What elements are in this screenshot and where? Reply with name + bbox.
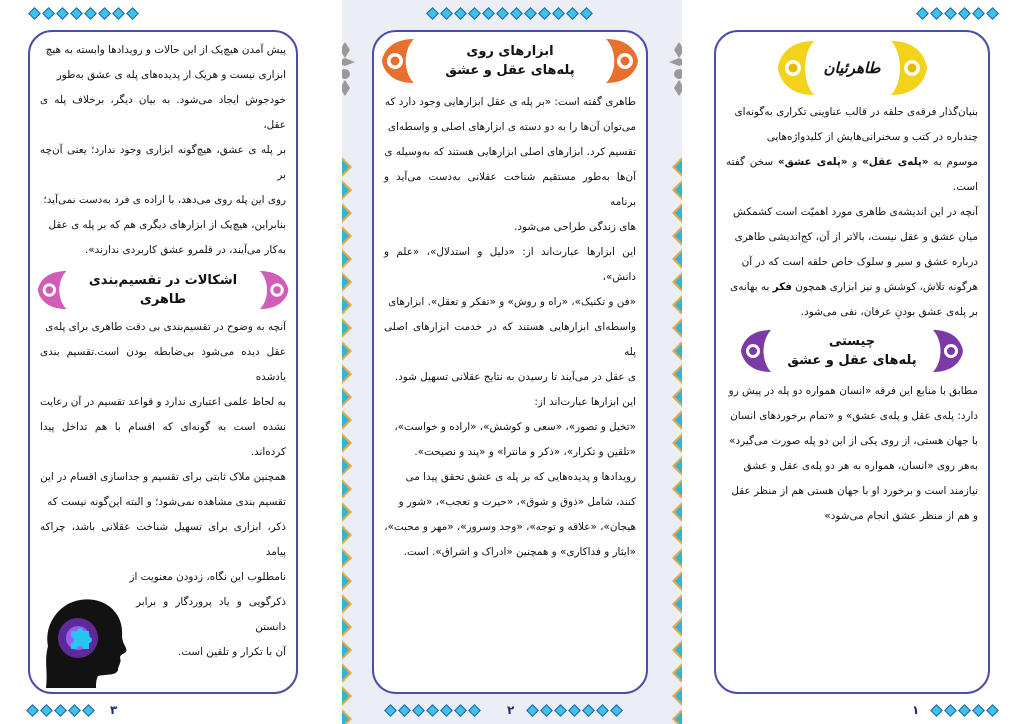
orange-ornament-icon bbox=[380, 36, 416, 86]
heading-line: پله‌های عقل و عشق bbox=[445, 63, 575, 78]
left-gem-strip bbox=[342, 160, 351, 724]
text-line: کنند، شامل «ذوق و شوق»، «حیرت و تعجب»، «شور و bbox=[398, 496, 636, 508]
text-line: واسطه‌ای ابزارهایی هستند که در خدمت ابزارهای اصلی پله bbox=[384, 321, 636, 358]
decor-gem bbox=[342, 617, 352, 637]
text-span: و bbox=[847, 156, 863, 168]
text-span: سخن گفته است. bbox=[726, 156, 978, 193]
decor-dot bbox=[580, 7, 593, 20]
text-line: های زندگی طراحی می‌شود. bbox=[514, 221, 636, 233]
text-line: به لحاظ علمی اعتباری ندارد و قواعد تقسیم در آن رعایت bbox=[39, 396, 286, 408]
top-dot-border bbox=[918, 9, 997, 18]
text-line: بر پله‌ی عشق بودنِ عرفان، نفی می‌شود. bbox=[800, 306, 978, 318]
decor-dot bbox=[496, 7, 509, 20]
brand-logo: طاهرئیان bbox=[823, 59, 881, 77]
decor-gem bbox=[342, 433, 352, 453]
page-two-panel bbox=[342, 0, 682, 724]
text-line: بنیان‌گذار فرقه‌ی حلقه در قالب عناوینی تکراری به‌گونه‌ای bbox=[734, 106, 978, 118]
text-span: به بهانه‌ی bbox=[730, 281, 773, 293]
decor-dot bbox=[510, 7, 523, 20]
text-line: طاهری گفته است: «بر پله ی عقل ابزارهایی وجود دارد که bbox=[384, 96, 636, 108]
purple-ornament-icon bbox=[739, 327, 773, 375]
decor-gem bbox=[672, 318, 682, 338]
decor-dot bbox=[566, 7, 579, 20]
decor-dot bbox=[112, 7, 125, 20]
section-heading: اشکالات در تقسیم‌بندی طاهری bbox=[88, 273, 238, 307]
decor-dot bbox=[958, 704, 971, 717]
text-line: آن با تکرار و تلقین است. bbox=[177, 646, 286, 658]
decor-dot bbox=[986, 7, 999, 20]
snowflake-ornament-icon bbox=[342, 40, 360, 106]
decor-gem bbox=[672, 295, 682, 315]
decor-dot bbox=[538, 7, 551, 20]
decor-dot bbox=[972, 704, 985, 717]
decor-dot bbox=[524, 7, 537, 20]
decor-gem bbox=[672, 249, 682, 269]
decor-dot bbox=[540, 704, 553, 717]
decor-dot bbox=[468, 7, 481, 20]
text-line: نامطلوب این نگاه، زدودن معنویت از bbox=[129, 571, 286, 583]
decor-dot bbox=[596, 704, 609, 717]
decor-gem bbox=[672, 640, 682, 660]
text-line: رویدادها و پدیده‌هایی که بر پله ی عشق تحقق پیدا می bbox=[405, 471, 636, 483]
decor-dot bbox=[84, 7, 97, 20]
decor-dot bbox=[398, 704, 411, 717]
text-line: پیش آمدن هیچ‌یک از این حالات و رویدادها وابسته به هیچ bbox=[45, 44, 286, 56]
bottom-dot-border bbox=[528, 706, 621, 715]
yellow-ornament-icon bbox=[776, 38, 816, 98]
decor-gem bbox=[672, 226, 682, 246]
decor-dot bbox=[582, 704, 595, 717]
page-one-intro bbox=[716, 98, 988, 325]
page-number: ۳ bbox=[110, 703, 118, 717]
decor-dot bbox=[930, 704, 943, 717]
decor-gem bbox=[342, 226, 352, 246]
text-span: موسوم به bbox=[928, 156, 979, 168]
bold-term: «پله‌ی عشق» bbox=[777, 156, 848, 168]
decor-dot bbox=[440, 7, 453, 20]
head-puzzle-illustration bbox=[34, 586, 130, 688]
decor-gem bbox=[342, 318, 352, 338]
bottom-dot-border bbox=[28, 706, 93, 715]
decor-gem bbox=[342, 387, 352, 407]
decor-gem bbox=[342, 686, 352, 706]
decor-gem bbox=[672, 686, 682, 706]
decor-gem bbox=[342, 663, 352, 683]
text-line: تقسیم کرد. ابزارهای اصلی ابزارهایی هستند که به‌وسیله ی bbox=[384, 146, 636, 158]
page-number: ۱ bbox=[912, 703, 920, 717]
decor-gem bbox=[342, 410, 352, 430]
page-three-frame bbox=[28, 30, 298, 694]
decor-dot bbox=[958, 7, 971, 20]
bold-term: فکر bbox=[772, 281, 792, 293]
text-line: «ایثار و فداکاری» و همچنین «ادراک و اشراق». است. bbox=[403, 546, 636, 558]
decor-dot bbox=[930, 7, 943, 20]
decor-dot bbox=[426, 7, 439, 20]
decor-gem bbox=[672, 456, 682, 476]
decor-gem bbox=[672, 364, 682, 384]
decor-gem bbox=[342, 157, 352, 177]
decor-dot bbox=[916, 7, 929, 20]
decor-gem bbox=[342, 525, 352, 545]
decor-gem bbox=[672, 433, 682, 453]
decor-gem bbox=[672, 525, 682, 545]
decor-dot bbox=[440, 704, 453, 717]
text-line: «فن و تکنیک»، «راه و روش» و «تفکر و تعقل». ابزارهای bbox=[388, 296, 636, 308]
decor-dot bbox=[70, 7, 83, 20]
decor-gem bbox=[672, 341, 682, 361]
decor-gem bbox=[342, 571, 352, 591]
decor-dot bbox=[56, 7, 69, 20]
decor-dot bbox=[126, 7, 139, 20]
text-line: این ابزارها عبارت‌اند از: bbox=[534, 396, 636, 408]
text-line: همچنین ملاک ثابتی برای تقسیم و جداسازی اقسام در این bbox=[40, 471, 286, 483]
decor-gem bbox=[672, 180, 682, 200]
decor-dot bbox=[554, 704, 567, 717]
page-two-heading bbox=[374, 36, 646, 86]
decor-gem bbox=[342, 709, 352, 724]
decor-gem bbox=[672, 617, 682, 637]
decor-gem bbox=[672, 709, 682, 724]
right-gem-strip bbox=[673, 160, 682, 724]
text-line: نشده است به گونه‌ای که اقسام با هم تداخل پیدا کرده‌اند. bbox=[40, 421, 286, 458]
text-line: می‌توان آن‌ها را به دو دسته ی ابزارهای اصلی و واسطه‌ای bbox=[387, 121, 636, 133]
page-one-body bbox=[716, 377, 988, 529]
text-line: «تخیل و تصور»، «سعی و کوشش»، «اراده و خواست»، bbox=[394, 421, 636, 433]
decor-dot bbox=[552, 7, 565, 20]
top-dot-border bbox=[428, 9, 591, 18]
text-line: دارد: پله‌ی عقل و پله‌ی عشق» و «تمام برخوردهای انسان bbox=[730, 410, 978, 422]
text-line: روی این پله روی می‌دهد، با اراده ی فرد به‌دست نمی‌آید؛ bbox=[43, 194, 286, 206]
yellow-ornament-icon bbox=[889, 38, 929, 98]
text-line: چندباره در کتب و سخنرانی‌هایش از کلیدواژه‌هایی bbox=[766, 131, 978, 143]
decor-dot bbox=[54, 704, 67, 717]
decor-dot bbox=[98, 7, 111, 20]
decor-gem bbox=[672, 387, 682, 407]
decor-gem bbox=[342, 272, 352, 292]
text-line: آنچه در این اندیشه‌ی طاهری مورد اهمیّت است کشمکش bbox=[733, 206, 978, 218]
decor-gem bbox=[672, 571, 682, 591]
decor-dot bbox=[568, 704, 581, 717]
purple-ornament-icon bbox=[931, 327, 965, 375]
decor-dot bbox=[454, 704, 467, 717]
page-one-heading bbox=[716, 327, 988, 375]
text-line: «تلقین و تکرار»، «ذکر و مانترا» و «پند و نصیحت». bbox=[414, 446, 636, 458]
text-line: بنابراین، هیچ‌یک از ابزارهای دیگری هم که بر پله ی عقل bbox=[48, 219, 286, 231]
text-line: تقسیم بندی مشاهده نمی‌شود؛ و البته این‌گونه نیست که bbox=[47, 496, 286, 508]
heading-line: چیستی bbox=[828, 334, 876, 349]
decor-gem bbox=[342, 456, 352, 476]
decor-dot bbox=[454, 7, 467, 20]
decor-dot bbox=[42, 7, 55, 20]
text-line: بر پله ی عشق، هیچ‌گونه ابزاری وجود ندارد؛ یعنی آن‌چه بر bbox=[40, 144, 286, 181]
page-two-body bbox=[374, 86, 646, 565]
page-three-intro bbox=[30, 32, 296, 263]
text-line: و هم از منظر عشق انجام می‌شود» bbox=[824, 510, 978, 522]
decor-gem bbox=[672, 203, 682, 223]
text-line: خودجوش ایجاد می‌شود. به بیان دیگر، برخلاف پله ی عقل، bbox=[40, 94, 286, 131]
decor-gem bbox=[342, 502, 352, 522]
decor-gem bbox=[342, 594, 352, 614]
decor-dot bbox=[384, 704, 397, 717]
decor-dot bbox=[68, 704, 81, 717]
page-number: ۲ bbox=[507, 703, 515, 717]
text-line: ذکرگویی و یاد پروردگار و برابر دانستن bbox=[136, 596, 286, 633]
decor-dot bbox=[26, 704, 39, 717]
text-line: به‌کار می‌آیند، در قلمرو عشق کاربردی ندارند». bbox=[84, 244, 286, 256]
decor-gem bbox=[672, 548, 682, 568]
text-line: درباره عشق و سیر و سلوک خاص حلقه است که در آن bbox=[741, 256, 978, 268]
heading-line: پله‌های عقل و عشق bbox=[787, 353, 917, 368]
decor-dot bbox=[944, 704, 957, 717]
snowflake-ornament-icon bbox=[664, 40, 682, 106]
decor-dot bbox=[426, 704, 439, 717]
decor-gem bbox=[342, 479, 352, 499]
text-line: آن‌ها به‌طور مستقیم شناخت عقلانی به‌دست می‌آید و برنامه bbox=[384, 171, 636, 208]
decor-dot bbox=[412, 704, 425, 717]
decor-dot bbox=[468, 704, 481, 717]
text-line: ی عقل در می‌آیند تا رسیدن به نتایج عقلانی تسهیل شود. bbox=[394, 371, 636, 383]
decor-gem bbox=[342, 180, 352, 200]
section-heading bbox=[445, 42, 574, 80]
bottom-dot-border bbox=[932, 706, 997, 715]
bottom-dot-border bbox=[386, 706, 479, 715]
text-line: نیازمند است و برخورد او با جهان هستی هم از منظر عقل bbox=[731, 485, 978, 497]
decor-gem bbox=[672, 502, 682, 522]
bold-term: «پله‌ی عقل» bbox=[862, 156, 929, 168]
text-span: هرگونه تلاش، کوشش و نیز ابزاری همچون bbox=[791, 281, 978, 293]
decor-gem bbox=[672, 479, 682, 499]
decor-gem bbox=[342, 295, 352, 315]
decor-dot bbox=[40, 704, 53, 717]
decor-dot bbox=[82, 704, 95, 717]
text-line: با جهان هستی، از روی یکی از این دو پله صورت می‌گیرد» bbox=[729, 435, 978, 447]
text-line bbox=[726, 150, 978, 200]
decor-dot bbox=[526, 704, 539, 717]
decor-gem bbox=[342, 640, 352, 660]
decor-dot bbox=[482, 7, 495, 20]
decor-dot bbox=[28, 7, 41, 20]
decor-gem bbox=[672, 410, 682, 430]
decor-gem bbox=[672, 663, 682, 683]
decor-gem bbox=[342, 249, 352, 269]
text-line: میان عشق و عقل نیست، بالاتر از آن، کج‌اندیشی طاهری bbox=[734, 231, 978, 243]
page-two-frame bbox=[372, 30, 648, 694]
page-three-heading bbox=[30, 267, 296, 313]
decor-gem bbox=[672, 272, 682, 292]
top-dot-border bbox=[30, 9, 137, 18]
text-line: عقل دیده می‌شود بی‌ضابطه بودن است.تقسیم بندی یادشده bbox=[40, 346, 286, 383]
text-line bbox=[726, 275, 978, 300]
heading-line: ابزارهای روی bbox=[466, 44, 554, 59]
pink-ornament-icon bbox=[258, 267, 290, 313]
decor-dot bbox=[610, 704, 623, 717]
decor-gem bbox=[342, 364, 352, 384]
section-heading bbox=[787, 332, 916, 370]
page-one-frame bbox=[714, 30, 990, 694]
text-line: مطابق با منابع این فرقه «انسان همواره دو پله در پیش رو bbox=[728, 385, 978, 397]
decor-gem bbox=[342, 203, 352, 223]
decor-dot bbox=[944, 7, 957, 20]
pink-ornament-icon bbox=[36, 267, 68, 313]
text-line: ابزاری نیست و هریک از پدیده‌های پله ی عشق به‌طور bbox=[56, 69, 286, 81]
orange-ornament-icon bbox=[604, 36, 640, 86]
decor-gem bbox=[672, 157, 682, 177]
decor-dot bbox=[972, 7, 985, 20]
text-line: به‌هر روی «انسان، همواره به هر دو پله‌ی عقل و عشق bbox=[743, 460, 978, 472]
decor-gem bbox=[342, 341, 352, 361]
page-three-panel bbox=[0, 0, 342, 724]
decor-gem bbox=[672, 594, 682, 614]
decor-dot bbox=[986, 704, 999, 717]
logo-row bbox=[716, 38, 988, 98]
text-line: ذکر، ابزاری برای تسهیل شناخت عقلانی باشد، چراکه پیامد bbox=[40, 521, 286, 558]
page-one-panel bbox=[682, 0, 1024, 724]
text-line: آنچه به وضوح در تقسیم‌بندی بی دقت طاهری برای پله‌ی bbox=[45, 321, 286, 333]
text-line: هیجان»، «علاقه و توجه»، «وجد وسرور»، «مهر و محبت»، bbox=[384, 521, 636, 533]
decor-gem bbox=[342, 548, 352, 568]
text-line: این ابزارها عبارت‌اند از: «دلیل و استدلال»، «علم و دانش»، bbox=[384, 246, 636, 283]
